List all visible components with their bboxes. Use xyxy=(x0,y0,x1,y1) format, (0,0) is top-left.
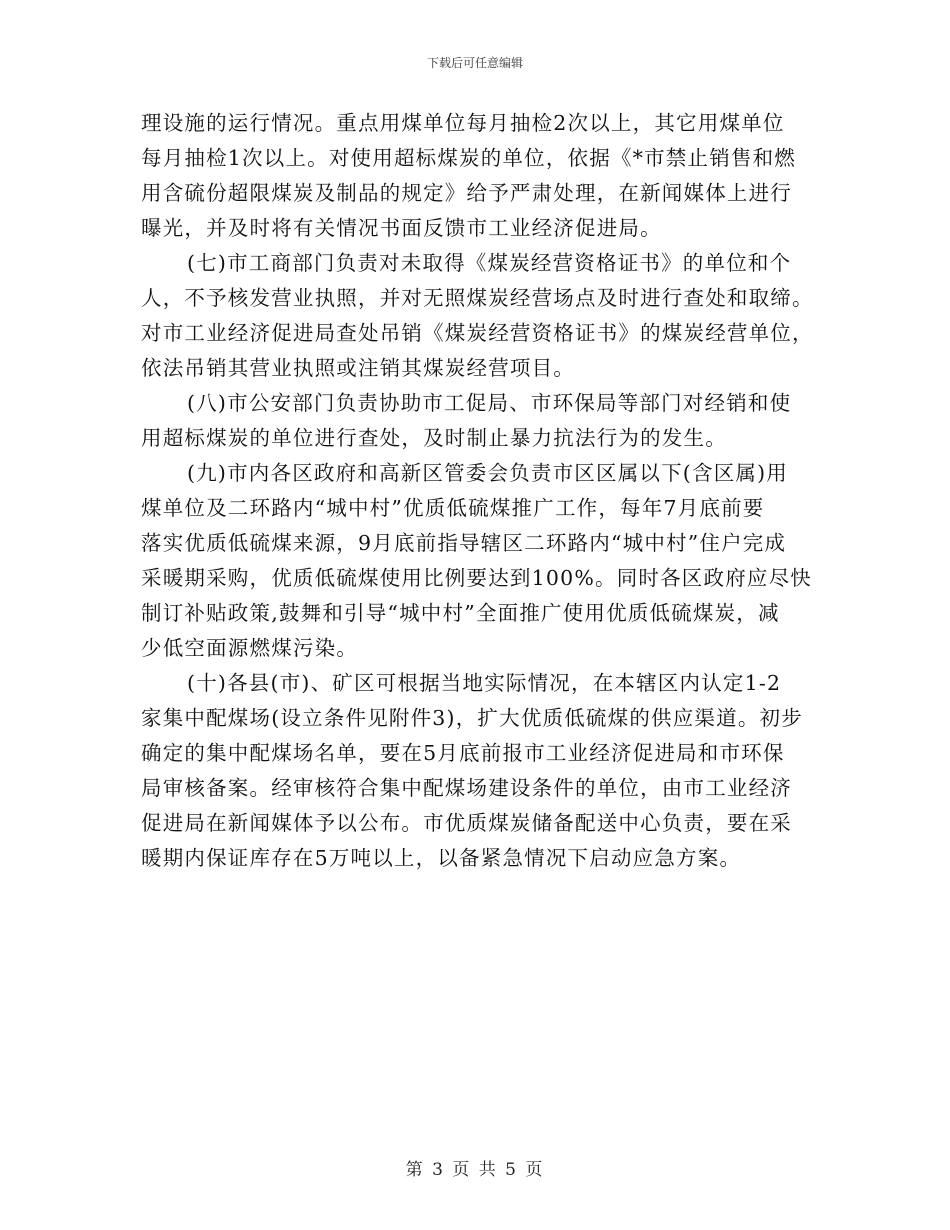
paragraph-start-line: (八)市公安部门负责协助市工促局、市环保局等部门对经销和使 xyxy=(187,391,792,415)
text-line: 用含硫份超限煤炭及制品的规定》给予严肃处理，在新闻媒体上进行 xyxy=(141,181,792,205)
paragraph-start-line: (七)市工商部门负责对未取得《煤炭经营资格证书》的单位和个 xyxy=(187,251,792,275)
text-line: 家集中配煤场(设立条件见附件3)，扩大优质低硫煤的供应渠道。初步 xyxy=(141,706,803,730)
text-line: 人，不予核发营业执照，并对无照煤炭经营场点及时进行查处和取缔。 xyxy=(141,286,814,310)
paragraph-start-line: (十)各县(市)、矿区可根据当地实际情况，在本辖区内认定1-2 xyxy=(187,671,782,695)
text-line: 落实优质低硫煤来源，9月底前指导辖区二环路内“城中村”住户完成 xyxy=(141,531,787,555)
text-line: 暖期内保证库存在5万吨以上，以备紧急情况下启动应急方案。 xyxy=(141,846,742,870)
text-line: 用超标煤炭的单位进行查处，及时制止暴力抗法行为的发生。 xyxy=(141,426,727,450)
text-line: 制订补贴政策,鼓舞和引导“城中村”全面推广使用优质低硫煤炭，减 xyxy=(141,601,780,625)
text-line: 局审核备案。经审核符合集中配煤场建设条件的单位，由市工业经济 xyxy=(141,776,792,800)
text-line: 少低空面源燃煤污染。 xyxy=(141,636,358,660)
text-line: 每月抽检1次以上。对使用超标煤炭的单位，依据《*市禁止销售和燃 xyxy=(141,146,796,170)
text-line: 依法吊销其营业执照或注销其煤炭经营项目。 xyxy=(141,356,575,380)
document-body xyxy=(141,106,814,876)
text-line: 曝光，并及时将有关情况书面反馈市工业经济促进局。 xyxy=(141,216,662,240)
text-line: 确定的集中配煤场名单，要在5月底前报市工业经济促进局和市环保 xyxy=(141,741,785,765)
text-line: 对市工业经济促进局查处吊销《煤炭经营资格证书》的煤炭经营单位， xyxy=(141,321,814,345)
text-line: 采暖期采购，优质低硫煤使用比例要达到100%。同时各区政府应尽快 xyxy=(141,566,813,590)
page-header: 下载后可任意编辑 xyxy=(426,56,523,70)
text-line: 理设施的运行情况。重点用煤单位每月抽检2次以上，其它用煤单位 xyxy=(141,111,785,135)
text-line: 促进局在新闻媒体予以公布。市优质煤炭储备配送中心负责，要在采 xyxy=(141,811,792,835)
text-line: 煤单位及二环路内“城中村”优质低硫煤推广工作，每年7月底前要 xyxy=(141,496,765,520)
paragraph-start-line: (九)市内各区政府和高新区管委会负责市区区属以下(含区属)用 xyxy=(187,461,788,485)
page-number-footer: 第 3 页 共 5 页 xyxy=(405,1160,545,1180)
